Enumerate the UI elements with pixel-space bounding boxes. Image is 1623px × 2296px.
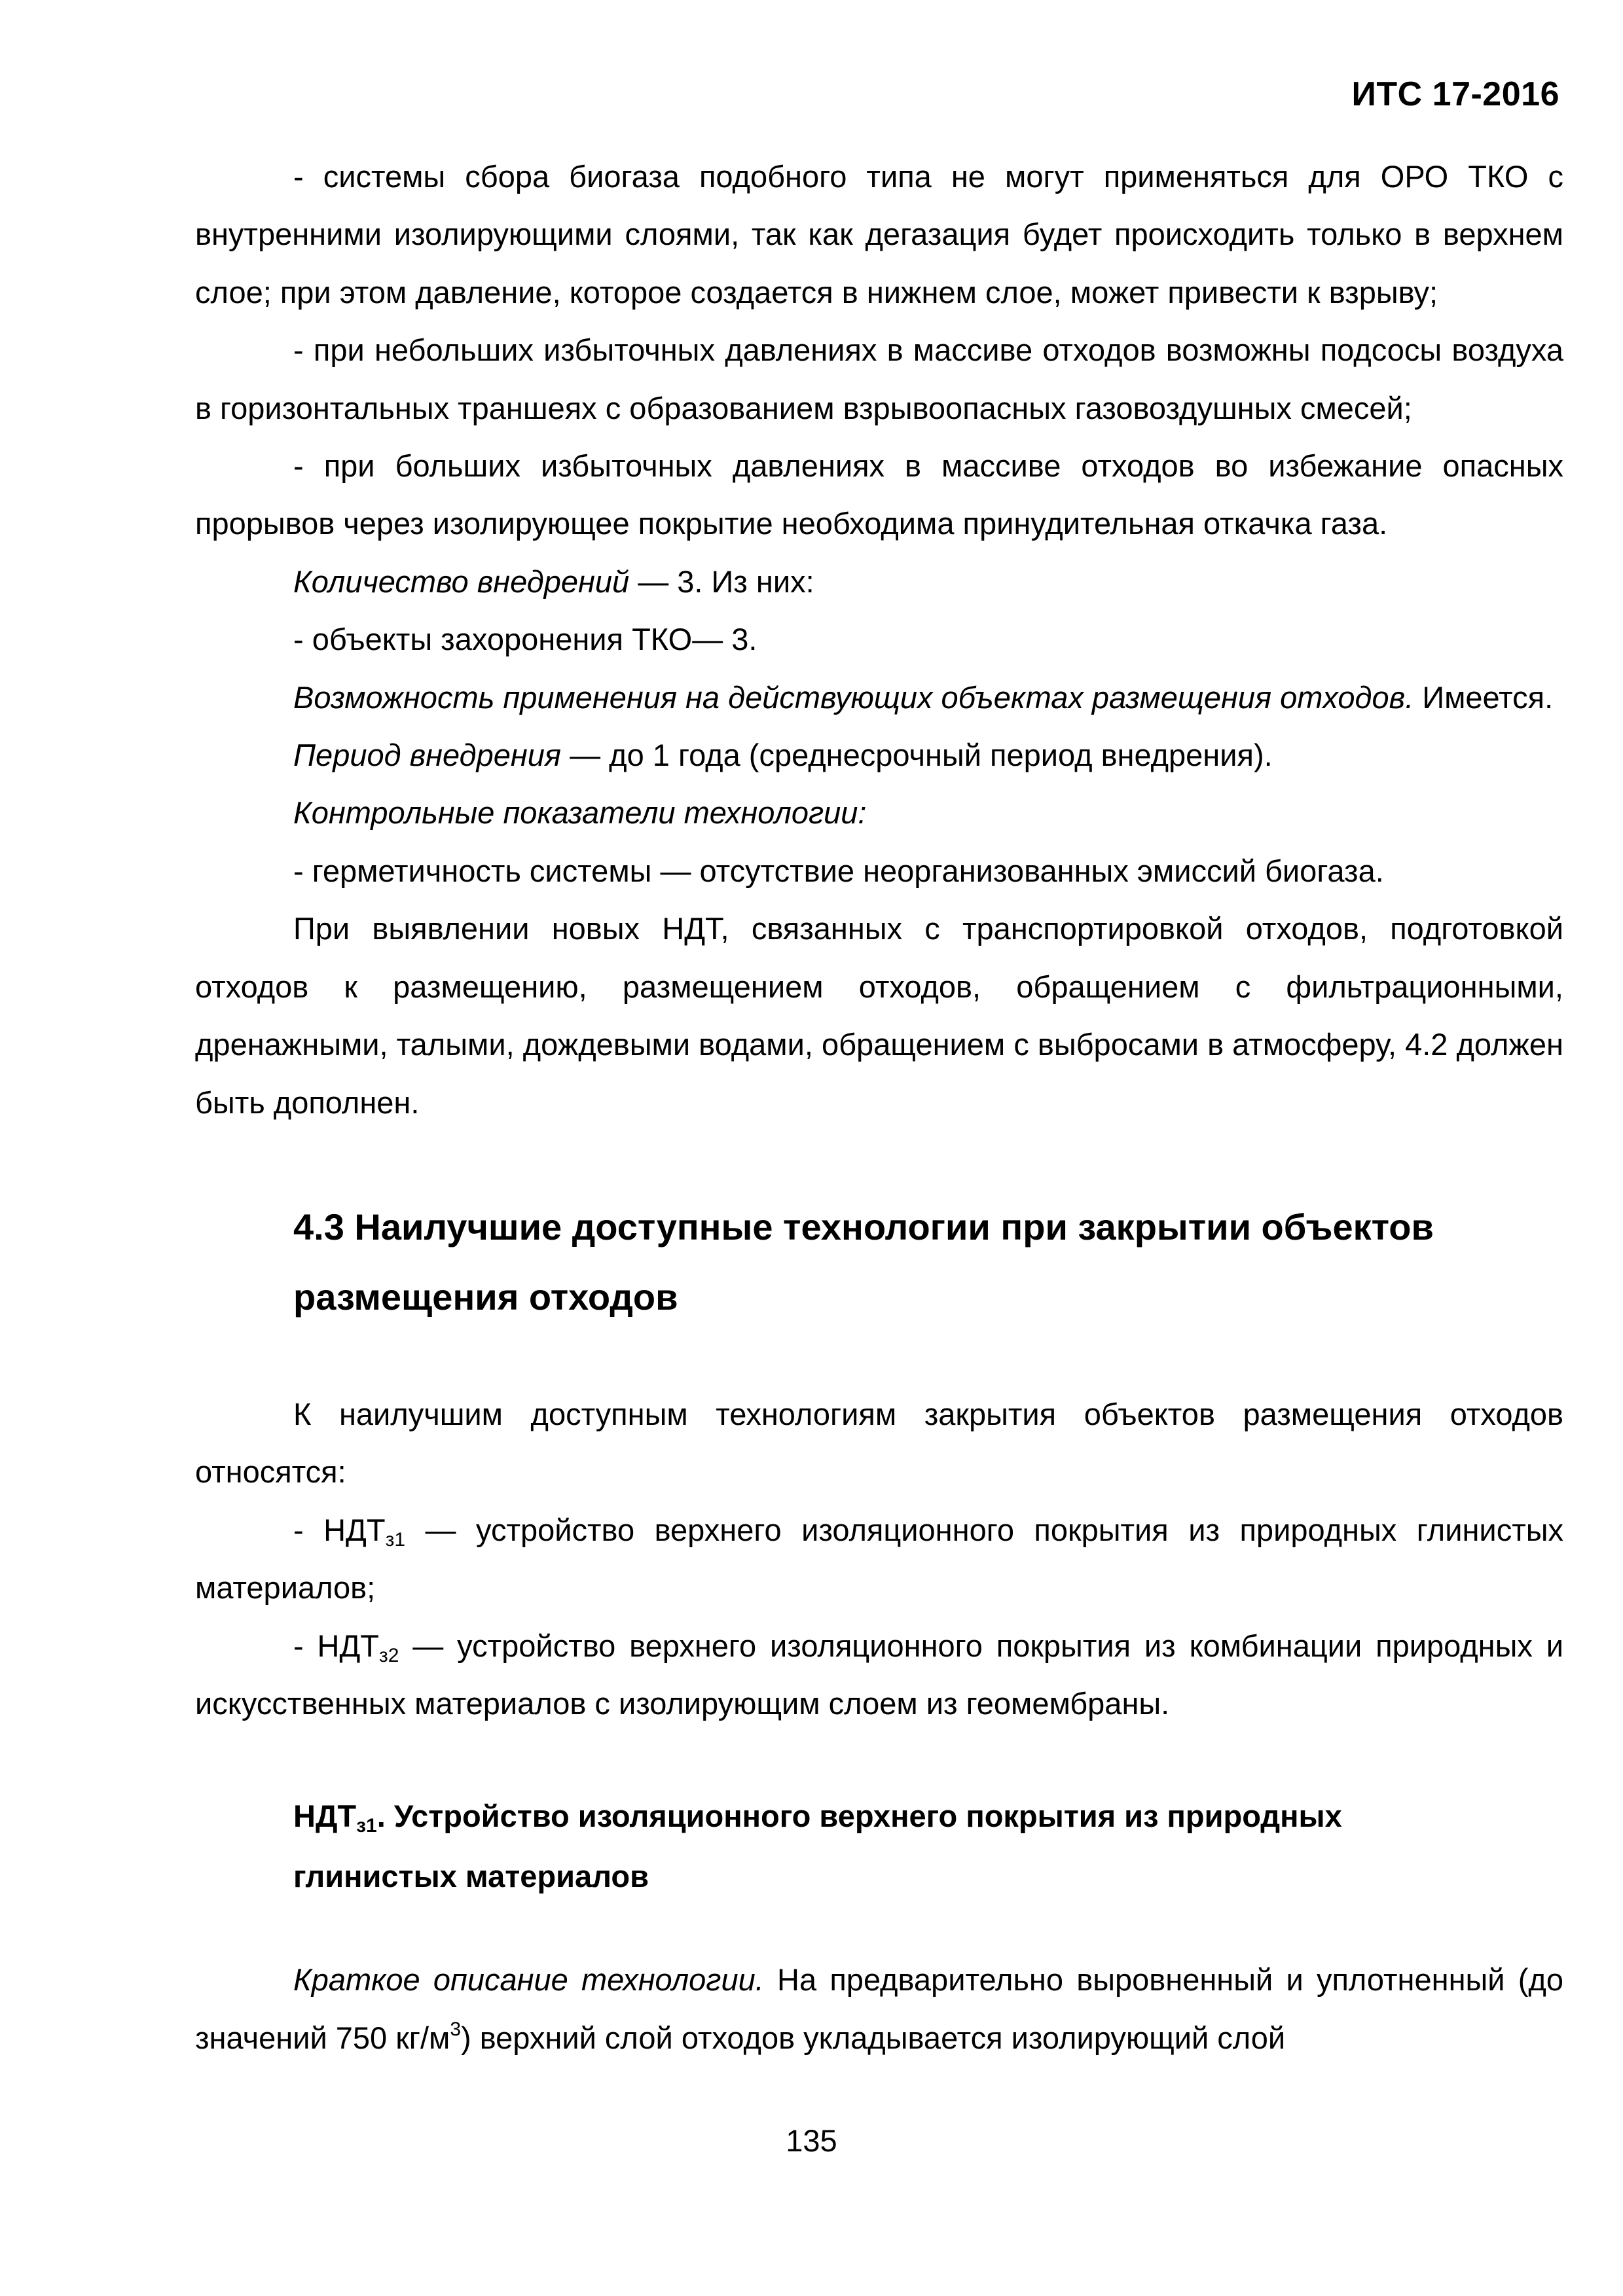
- brief-description-text-before: На предварительно выровненный и уплотненный (до значений 750 кг/м: [195, 1962, 1563, 2055]
- ndt-z2-prefix: - НДТ: [293, 1628, 379, 1663]
- paragraph-large-pressure: - при больших избыточных давлениях в массиве отходов во избежание опасных прорывов через изолирующее покрытие необходима принудительная откачка газа.: [195, 448, 1563, 541]
- paragraph-ndt-z1: [195, 1501, 1563, 1617]
- implementations-value: — 3. Из них:: [629, 564, 814, 599]
- subsection-ndt-z1-heading-line2: глинистых материалов: [293, 1859, 649, 1894]
- brief-description-superscript: 3: [450, 2018, 461, 2040]
- paragraph-implementations-count: [195, 553, 1563, 611]
- applicability-value: Имеется.: [1413, 679, 1554, 715]
- brief-description-label: Краткое описание технологии.: [293, 1962, 764, 1998]
- section-4-3-heading-line2: размещения отходов: [293, 1276, 678, 1318]
- paragraph-control-indicators: [195, 784, 1563, 842]
- subsection-ndt-subscript: з1: [356, 1815, 377, 1837]
- section-4-3-heading: [195, 1192, 1563, 1332]
- subsection-ndt-z1-heading: [195, 1786, 1563, 1907]
- paragraph-closure-bat-intro: К наилучшим доступным технологиям закрытия объектов размещения отходов относятся:: [195, 1396, 1563, 1490]
- paragraph-applicability: [195, 669, 1563, 726]
- paragraph-implementation-period: [195, 726, 1563, 784]
- paragraph-ndt-z2: [195, 1617, 1563, 1733]
- control-indicators-label: Контрольные показатели технологии:: [293, 795, 867, 831]
- document-code: ИТС 17-2016: [1351, 75, 1559, 113]
- paragraph-biogas-systems: - системы сбора биогаза подобного типа не могут применяться для ОРО ТКО с внутренними изолирующими слоями, так как дегазация будет происходить только в верхнем слое; при этом давление, которое создается в нижнем слое, может привести к взрыву;: [195, 159, 1563, 310]
- subsection-ndt-title: . Устройство изоляционного верхнего покрытия из природных: [376, 1799, 1342, 1834]
- paragraph-implementation-objects: - объекты захоронения ТКО— 3.: [293, 622, 757, 657]
- applicability-label: Возможность применения на действующих объектах размещения отходов.: [293, 679, 1414, 715]
- body-text: [195, 148, 1563, 2067]
- section-4-3-heading-line1: 4.3 Наилучшие доступные технологии при закрытии объектов: [293, 1206, 1434, 1247]
- ndt-z2-subscript: з2: [379, 1644, 399, 1666]
- period-value: — до 1 года (среднесрочный период внедрения).: [561, 738, 1273, 773]
- ndt-z1-prefix: - НДТ: [293, 1512, 386, 1547]
- page-number: 135: [786, 2123, 837, 2158]
- implementations-label: Количество внедрений: [293, 564, 630, 599]
- ndt-z1-subscript: з1: [385, 1528, 406, 1551]
- paragraph-new-bat: При выявлении новых НДТ, связанных с транспортировкой отходов, подготовкой отходов к размещению, размещением отходов, обращением с фильтрационными, дренажными, талыми, дождевыми водами, обращением с выбросами в атмосферу, 4.2 должен быть дополнен.: [195, 911, 1563, 1120]
- paragraph-system-tightness: - герметичность системы — отсутствие неорганизованных эмиссий биогаза.: [293, 853, 1384, 888]
- ndt-z2-text: — устройство верхнего изоляционного покрытия из комбинации природных и искусственных материалов с изолирующим слоем из геомембраны.: [195, 1628, 1563, 1721]
- subsection-ndt-z1-heading-line1: [195, 1786, 1563, 1846]
- period-label: Период внедрения: [293, 738, 562, 773]
- paragraph-brief-description: [195, 1951, 1563, 2067]
- paragraph-small-pressure: - при небольших избыточных давлениях в массиве отходов возможны подсосы воздуха в горизонтальных траншеях с образованием взрывоопасных газовоздушных смесей;: [195, 332, 1563, 425]
- subsection-ndt-prefix: НДТ: [293, 1799, 357, 1834]
- brief-description-text-after: ) верхний слой отходов укладывается изолирующий слой: [461, 2020, 1286, 2055]
- ndt-z1-text: — устройство верхнего изоляционного покрытия из природных глинистых материалов;: [195, 1512, 1563, 1605]
